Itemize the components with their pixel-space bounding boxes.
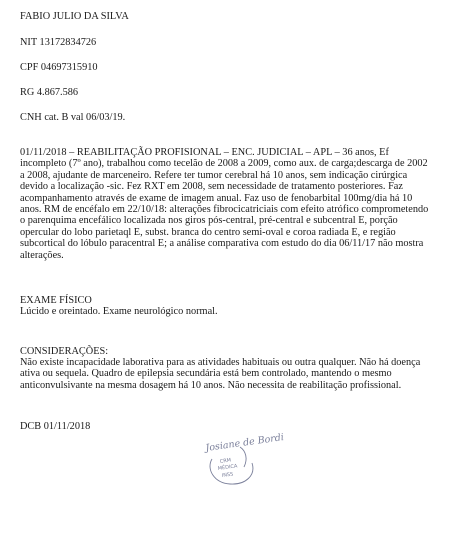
history-line: alterações. [20, 249, 64, 261]
history-line: subcortical do lóbulo paracentral E; a análise comparativa com estudo do dia 06/11/17 não mostra [20, 238, 424, 250]
patient-name: FABIO JULIO DA SILVA [20, 11, 129, 22]
dcb-date: DCB 01/11/2018 [20, 421, 91, 432]
history-line: a 2008, ajudante de marceneiro. Refere ter tumor cerebral há 10 anos, sem indicação cirúrgica [20, 169, 408, 181]
considerations-heading: CONSIDERAÇÕES: [20, 346, 109, 357]
considerations-line: ativa ou sequela. Quadro de epilepsia secundária está bem controlado, mantendo o mesmo [20, 368, 392, 380]
cpf-number: CPF 04697315910 [20, 62, 98, 73]
stamp-org: INSS [221, 471, 234, 479]
considerations-line: Não existe incapacidade laborativa para as atividades habituais ou outra qualquer. Não há doença [20, 357, 421, 368]
history-line: o parenquima encefálico localizada nos giros pós-central, pré-central e subcentral E, porção [20, 215, 398, 227]
cnh-info: CNH cat. B val 06/03/19. [20, 112, 126, 123]
exam-heading: EXAME FÍSICO [20, 295, 92, 306]
considerations-line: anticonvulsivante na mesma dosagem há 10 anos. Não necessita de reabilitação profissional. [20, 379, 402, 391]
nit-number: NIT 13172834726 [20, 37, 97, 48]
history-line: 01/11/2018 – REABILITAÇÃO PROFISIONAL – ENC. JUDICIAL – APL – 36 anos, Ef [20, 147, 389, 158]
history-line: anos. RM de encéfalo em 22/10/18: alterações fibrocicatriciais com efeito atrófico comprometendo [20, 204, 429, 216]
history-line: opercular do lobo parietaql E, subst. branca do centro semi-oval e coroa radiada E, e região [20, 226, 396, 238]
considerations-text [20, 357, 440, 391]
stamp-name: Josiane de Bordi [204, 432, 285, 454]
exam-text: Lúcido e oreintado. Exame neurológico normal. [20, 306, 218, 317]
history-line: devido a localização -sic. Fez RXT em 2008, sem necessidade de tratamento posteriores. Faz [20, 181, 403, 193]
stamp-crm: CRM [219, 457, 232, 465]
history-line: incompleto (7º ano), trabalhou como tecelão de 2008 a 2009, como aux. de carga;descarga de 2002 [20, 158, 428, 170]
clinical-history [20, 147, 440, 261]
stamp-stroke [240, 447, 246, 467]
rg-number: RG 4.867.586 [20, 87, 79, 98]
medical-stamp [200, 432, 285, 491]
history-line: acompanhamento através de exame de imagem anual. Faz uso de fenobarbital 100mg/dia há 10 [20, 192, 413, 204]
stamp-role: MÉDICA [217, 463, 238, 472]
